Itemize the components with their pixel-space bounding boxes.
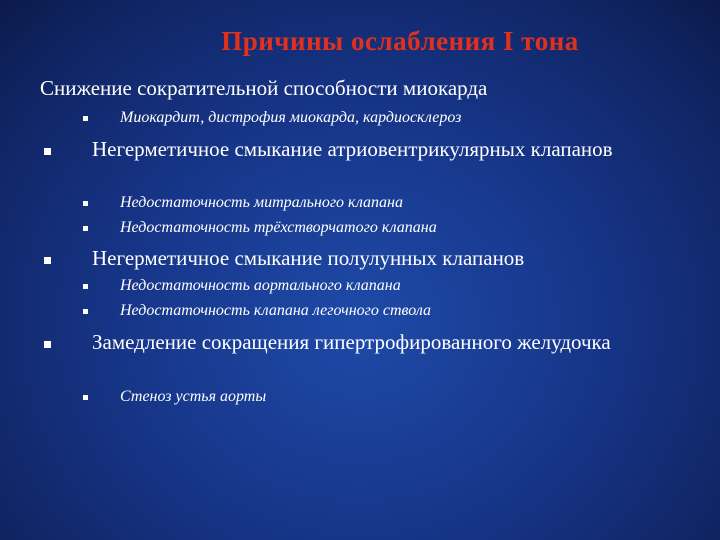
bullet-icon [83, 226, 88, 231]
bullet-icon [83, 309, 88, 314]
list-item: Негерметичное смыкание атриовентрикулярных клапанов [92, 137, 613, 161]
list-item: Миокардит, дистрофия миокарда, кардиосклероз [120, 109, 462, 126]
list-item: Замедление сокращения гипертрофированного желудочка [92, 330, 611, 354]
bullet-icon [44, 341, 51, 348]
list-item: Недостаточность клапана легочного ствола [120, 302, 432, 319]
bullet-icon [83, 116, 88, 121]
bullet-icon [83, 395, 88, 400]
list-item: Недостаточность аортального клапана [120, 277, 401, 294]
slide-title: Причины ослабления I тона [221, 26, 579, 56]
bullet-icon [44, 148, 51, 155]
bullet-icon [44, 257, 51, 264]
list-item: Стеноз устья аорты [120, 388, 267, 405]
list-item: Негерметичное смыкание полулунных клапанов [92, 246, 525, 270]
list-item: Недостаточность митрального клапана [120, 194, 403, 211]
bullet-icon [83, 201, 88, 206]
slide-subtitle: Снижение сократительной способности миокарда [40, 76, 488, 100]
bullet-icon [83, 284, 88, 289]
list-item: Недостаточность трёхстворчатого клапана [120, 219, 437, 236]
